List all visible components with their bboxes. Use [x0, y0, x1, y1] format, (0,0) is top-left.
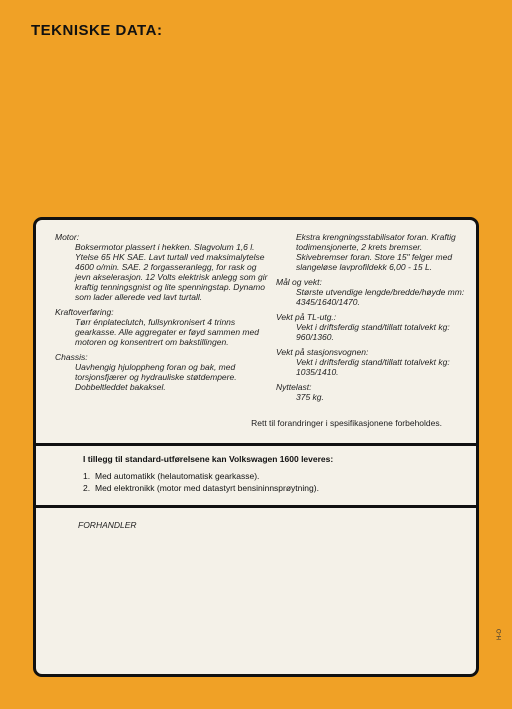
footnote: Rett til forandringer i spesifikasjonene forbeholdes.: [251, 418, 442, 428]
list-item: [83, 482, 319, 494]
list-item-text: Med elektronikk (motor med datastyrt bensininnsprøytning).: [95, 483, 319, 493]
specs-left-column: [55, 232, 270, 397]
list-item-number: 2.: [83, 483, 91, 493]
extras-heading: I tillegg til standard-utførelsene kan Volkswagen 1600 leveres:: [83, 454, 334, 464]
spec-label: Vekt på TL-utg.:: [276, 312, 337, 322]
spec-text: Tørr énplateclutch, fullsynkronisert 4 trinns gearkasse. Alle aggregater er føyd sammen med motoren og konsentrert om bakstillingen.: [75, 317, 259, 347]
specs-section: [36, 220, 476, 446]
list-item: [83, 470, 319, 482]
spec-text: 375 kg.: [296, 392, 324, 402]
page-title: TEKNISKE DATA:: [31, 22, 163, 39]
spec-label: Vekt på stasjonsvognen:: [276, 347, 369, 357]
spec-text: Vekt i driftsferdig stand/tillatt totalvekt kg: 1035/1410.: [296, 357, 450, 377]
dealer-label: FORHANDLER: [78, 520, 137, 530]
specs-right-column: [276, 232, 476, 407]
spec-text: Største utvendige lengde/bredde/høyde mm: 4345/1640/1470.: [296, 287, 465, 307]
spec-label: Chassis:: [55, 352, 88, 362]
spec-label: Kraftoverføring:: [55, 307, 114, 317]
extras-list: [83, 470, 319, 494]
dealer-section: [36, 508, 476, 677]
spec-label: Motor:: [55, 232, 80, 242]
spec-text: Vekt i driftsferdig stand/tillatt totalvekt kg: 960/1360.: [296, 322, 450, 342]
list-item-text: Med automatikk (helautomatisk gearkasse).: [95, 471, 260, 481]
side-print-code: H-O: [497, 629, 503, 640]
spec-label: Mål og vekt:: [276, 277, 322, 287]
extras-section: [36, 443, 476, 508]
spec-text: Boksermotor plassert i hekken. Slagvolum 1,6 l. Ytelse 65 HK SAE. Lavt turtall ved maksimalytelse 4600 o/min. SAE. 2 forgasseranlegg, for rask og jevn akselerasjon. 12 Volts elektrisk anlegg som gir kraftig tenningsgnist og lite spenningstap. Dynamo som lader allerede ved lavt turtall.: [75, 242, 268, 302]
spec-label: Nyttelast:: [276, 382, 312, 392]
list-item-number: 1.: [83, 471, 91, 481]
spec-text-intro: Ekstra krengningsstabilisator foran. Kraftig todimensjonerte, 2 krets bremser. Skivebremser foran. Store 15" felger med slangeløse lavprofildekk 6,00 - 15 L.: [296, 232, 456, 272]
spec-text: Uavhengig hjuloppheng foran og bak, med torsjonsfjærer og hydrauliske støtdempere. Dobbeltleddet bakaksel.: [75, 362, 237, 392]
spec-box: [33, 217, 479, 677]
